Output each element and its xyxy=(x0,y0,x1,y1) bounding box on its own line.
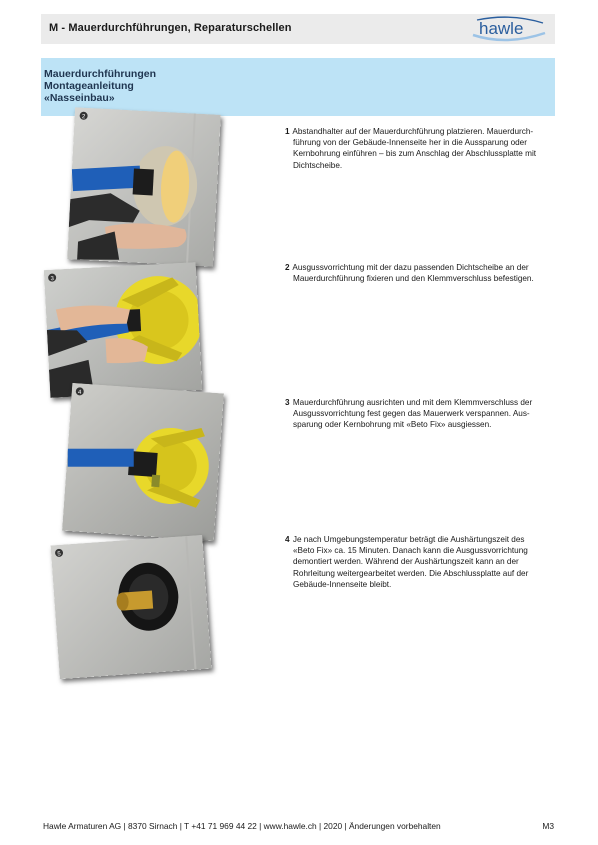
step-text-line: «Beto Fix» ca. 15 Minuten. Danach kann die Ausgussvorrichtung xyxy=(293,546,528,556)
step-text-line: Mauerdurchführung fixieren und den Klemmverschluss befestigen. xyxy=(293,274,534,284)
step-text-line: Abstandhalter auf der Mauerdurchführung platzieren. Mauerdurch- xyxy=(292,127,534,136)
step-number: 1 xyxy=(285,127,290,136)
svg-text:5: 5 xyxy=(57,551,62,558)
step-text-line: führung von der Gebäude-Innenseite her in die Aussparung oder xyxy=(293,138,527,148)
step-text-line: sparung oder Kernbohrung mit «Beto Fix» ausgiessen. xyxy=(293,420,492,430)
section-title-line-1: Mauerdurchführungen xyxy=(44,68,156,80)
step-text-line: Mauerdurchführung ausrichten und mit dem Klemmverschluss der xyxy=(292,398,533,407)
step-number: 3 xyxy=(285,398,290,407)
section-title-box xyxy=(41,58,555,116)
photo-step-3 xyxy=(62,383,224,541)
step-text-line: Kernbohrung einführen – bis zum Anschlag der Abschlussplatte mit xyxy=(293,149,537,159)
step-3 xyxy=(285,397,550,431)
section-title-line-3: «Nasseinbau» xyxy=(44,92,115,104)
svg-text:4: 4 xyxy=(77,389,82,397)
step-text-line: demontiert werden. Während der Aushärtungszeit kann an der xyxy=(293,557,519,567)
page-number: M3 xyxy=(542,821,554,831)
photo-step-2 xyxy=(44,262,202,398)
hawle-logo xyxy=(467,15,549,43)
logo-text: hawle xyxy=(479,19,524,38)
step-number: 4 xyxy=(285,535,290,544)
step-text-line: Ausgussvorrichtung mit der dazu passenden Dichtscheibe an der xyxy=(292,263,529,272)
photo-step-4 xyxy=(51,535,212,679)
footer-text: Hawle Armaturen AG | 8370 Sirnach | T +41 71 969 44 22 | www.hawle.ch | 2020 | Änderungen vorbehalten xyxy=(43,821,441,831)
svg-text:2: 2 xyxy=(81,114,86,121)
step-text-line: Gebäude-Innenseite bleibt. xyxy=(293,579,392,589)
step-4 xyxy=(285,534,550,590)
step-1 xyxy=(285,126,550,171)
svg-text:3: 3 xyxy=(50,276,55,283)
header-bar xyxy=(41,14,555,44)
step-number: 2 xyxy=(285,263,290,272)
section-title-line-2: Montageanleitung xyxy=(44,80,134,92)
step-2 xyxy=(285,262,550,284)
step-text-line: Rohrleitung weitergearbeitet werden. Die Abschlussplatte auf der xyxy=(293,568,529,578)
step-text-line: Ausgussvorrichtung fest gegen das Mauerwerk verspannen. Aus- xyxy=(293,409,530,419)
document-title: M - Mauerdurchführungen, Reparaturschellen xyxy=(49,22,292,34)
step-text-line: Je nach Umgebungstemperatur beträgt die Aushärtungszeit des xyxy=(292,535,525,544)
photo-step-1 xyxy=(67,107,221,266)
step-text-line: Dichtscheibe. xyxy=(293,160,343,170)
